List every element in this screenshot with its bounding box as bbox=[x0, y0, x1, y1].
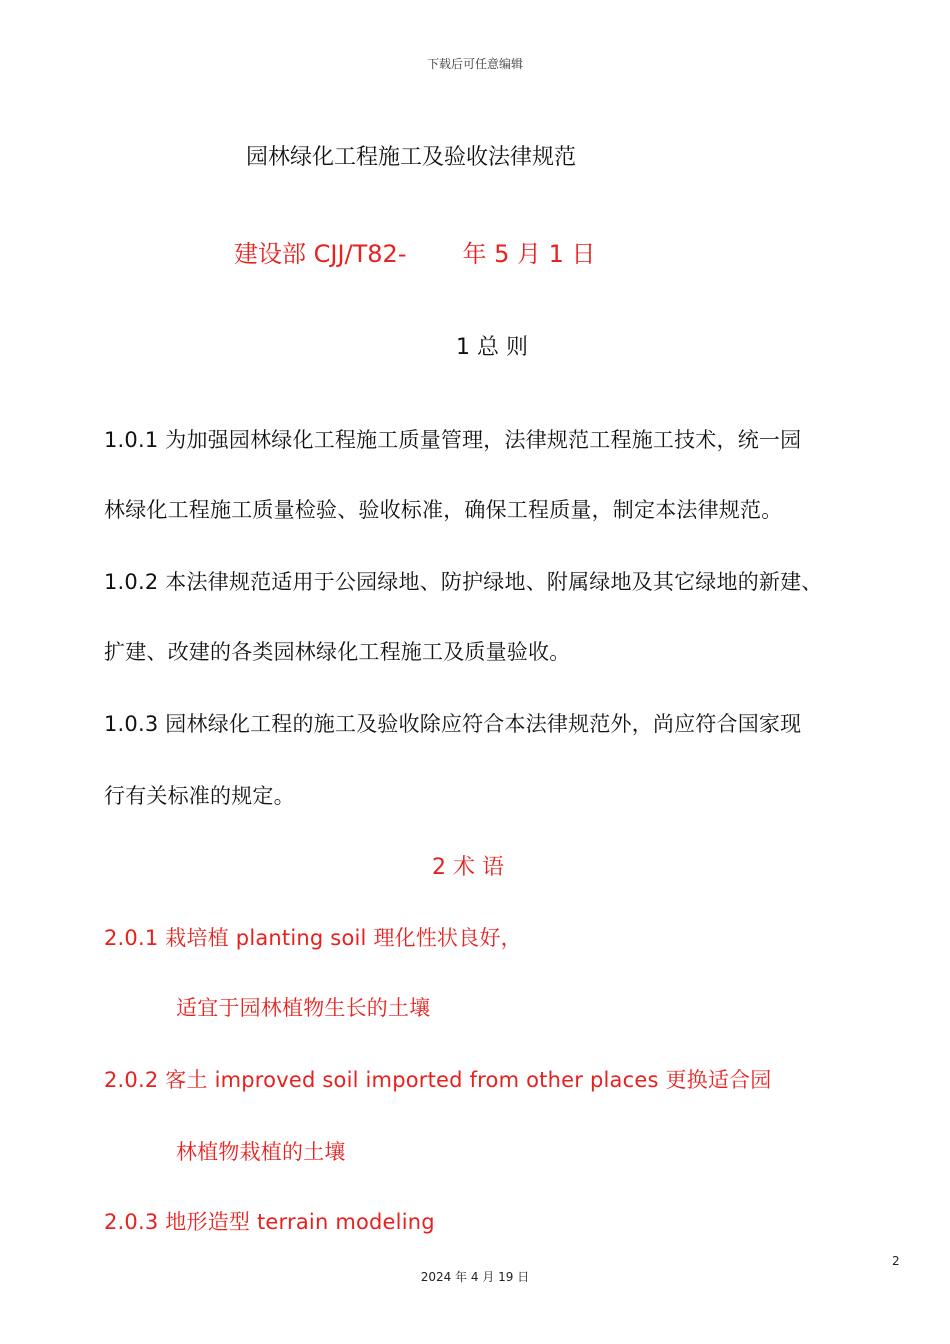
term-2-0-1-line2: 适宜于园林植物生长的土壤 bbox=[176, 996, 431, 1020]
section-1-0-1-line1: 1.0.1 为加强园林绿化工程施工质量管理，法律规范工程施工技术，统一园 bbox=[104, 428, 802, 452]
term-2-0-2-line1: 2.0.2 客土 improved soil imported from other places 更换适合园 bbox=[104, 1068, 772, 1092]
standard-line bbox=[234, 234, 596, 269]
page-number: 2 bbox=[892, 1254, 900, 1268]
term-2-0-2-line2: 林植物栽植的土壤 bbox=[176, 1140, 346, 1164]
chapter-2-heading: 2 术 语 bbox=[432, 855, 504, 880]
term-2-0-3-line1: 2.0.3 地形造型 terrain modeling bbox=[104, 1210, 435, 1234]
section-1-0-1-line2: 林绿化工程施工质量检验、验收标准，确保工程质量，制定本法律规范。 bbox=[104, 498, 783, 522]
term-2-0-1-line1: 2.0.1 栽培植 planting soil 理化性状良好， bbox=[104, 926, 522, 950]
section-1-0-2-line1: 1.0.2 本法律规范适用于公园绿地、防护绿地、附属绿地及其它绿地的新建、 bbox=[104, 570, 823, 594]
chapter-1-heading: 1 总 则 bbox=[456, 335, 528, 360]
document-title: 园林绿化工程施工及验收法律规范 bbox=[246, 145, 577, 170]
page-footer-date: 2024 年 4 月 19 日 bbox=[420, 1270, 530, 1284]
standard-code: 建设部 CJJ/T82- bbox=[234, 240, 407, 268]
standard-date: 年 5 月 1 日 bbox=[462, 240, 596, 268]
page-header: 下载后可任意编辑 bbox=[426, 57, 523, 71]
section-1-0-3-line2: 行有关标准的规定。 bbox=[104, 784, 295, 808]
section-1-0-2-line2: 扩建、改建的各类园林绿化工程施工及质量验收。 bbox=[104, 640, 571, 664]
section-1-0-3-line1: 1.0.3 园林绿化工程的施工及验收除应符合本法律规范外，尚应符合国家现 bbox=[104, 712, 802, 736]
